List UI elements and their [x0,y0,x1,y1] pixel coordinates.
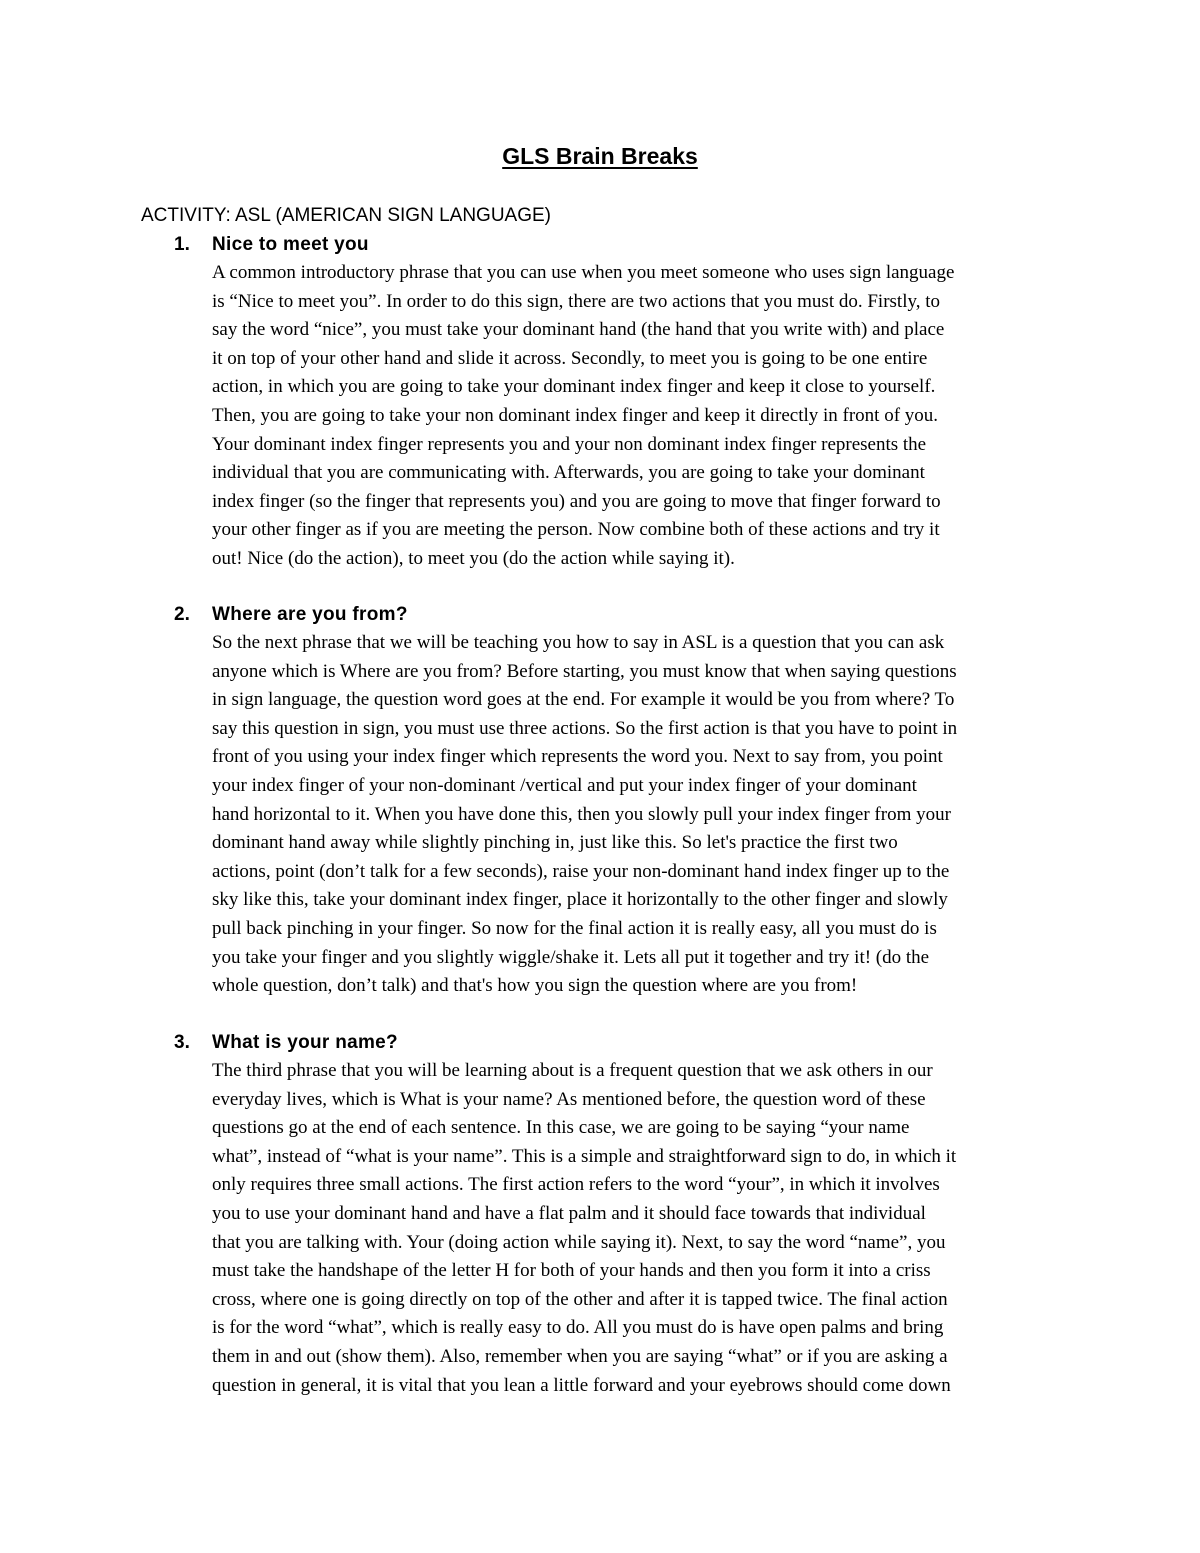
body-line: is “Nice to meet you”. In order to do this sign, there are two actions that you must do. Firstly, to [212,290,941,312]
body-line: actions, point (don’t talk for a few seconds), raise your non-dominant hand index finger up to the [212,860,950,882]
body-line: must take the handshape of the letter H for both of your hands and then you form it into a criss [212,1260,931,1282]
body-line: The third phrase that you will be learning about is a frequent question that we ask others in our [212,1060,933,1081]
body-line: index finger (so the finger that represents you) and you are going to move that finger forward to [212,490,941,512]
body-line: that you are talking with. Your (doing action while saying it). Next, to say the word “name”, you [212,1231,946,1253]
body-line: everyday lives, which is What is your name? As mentioned before, the question word of these [212,1088,926,1110]
body-line: sky like this, take your dominant index finger, place it horizontally to the other finger and slowly [212,889,948,911]
body-line: your index finger of your non-dominant /vertical and put your index finger of your dominant [212,774,917,796]
body-line: it on top of your other hand and slide it across. Secondly, to meet you is going to be one entire [212,347,928,369]
body-line: pull back pinching in your finger. So now for the final action it is really easy, all you must do is [212,917,937,939]
body-line: dominant hand away while slightly pinching in, just like this. So let's practice the first two [212,832,898,854]
body-line: So the next phrase that we will be teaching you how to say in ASL is a question that you can ask [212,632,945,653]
section-number: 1. [174,234,190,255]
body-line: cross, where one is going directly on top of the other and after it is tapped twice. The final action [212,1288,948,1310]
body-line: A common introductory phrase that you can use when you meet someone who uses sign language [212,262,955,283]
section-heading: What is your name? [212,1032,398,1053]
body-line: you to use your dominant hand and have a flat palm and it should face towards that individual [212,1202,926,1224]
body-line: questions go at the end of each sentence. In this case, we are going to be saying “your name [212,1117,910,1139]
body-line: front of you using your index finger which represents the word you. Next to say from, you point [212,746,943,768]
body-line: whole question, don’t talk) and that's how you sign the question where are you from! [212,975,858,997]
body-line: them in and out (show them). Also, remember when you are saying “what” or if you are asking a [212,1345,948,1367]
body-line: Then, you are going to take your non dominant index finger and keep it directly in front of you. [212,404,939,426]
body-line: action, in which you are going to take your dominant index finger and keep it close to yourself. [212,376,936,398]
body-line: in sign language, the question word goes at the end. For example it would be you from where? To [212,689,955,711]
section-number: 2. [174,604,190,625]
section-body [212,629,1062,1001]
body-line: only requires three small actions. The first action refers to the word “your”, in which it involves [212,1174,940,1196]
section-body [212,259,1062,574]
section-heading: Where are you from? [212,604,408,625]
body-line: is for the word “what”, which is really easy to do. All you must do is have open palms and bring [212,1317,944,1339]
body-line: Your dominant index finger represents you and your non dominant index finger represents the [212,433,927,455]
body-line: question in general, it is vital that you lean a little forward and your eyebrows should come down [212,1374,951,1396]
body-line: you take your finger and you slightly wiggle/shake it. Lets all put it together and try it! (do the [212,946,930,968]
body-line: say the word “nice”, you must take your dominant hand (the hand that you write with) and place [212,319,945,341]
activity-heading: ACTIVITY: ASL (AMERICAN SIGN LANGUAGE) [141,205,551,226]
body-line: your other finger as if you are meeting the person. Now combine both of these actions and try it [212,519,940,541]
section-body [212,1057,1062,1400]
body-line: say this question in sign, you must use three actions. So the first action is that you have to point in [212,717,958,739]
body-line: what”, instead of “what is your name”. This is a simple and straightforward sign to do, in which it [212,1145,957,1167]
body-line: individual that you are communicating with. Afterwards, you are going to take your dominant [212,462,925,484]
section-number: 3. [174,1032,190,1053]
body-line: hand horizontal to it. When you have done this, then you slowly pull your index finger from your [212,803,951,825]
body-line: out! Nice (do the action), to meet you (do the action while saying it). [212,547,735,569]
body-line: anyone which is Where are you from? Before starting, you must know that when saying questions [212,660,957,682]
document-title: GLS Brain Breaks [502,143,698,169]
section-heading: Nice to meet you [212,234,369,255]
